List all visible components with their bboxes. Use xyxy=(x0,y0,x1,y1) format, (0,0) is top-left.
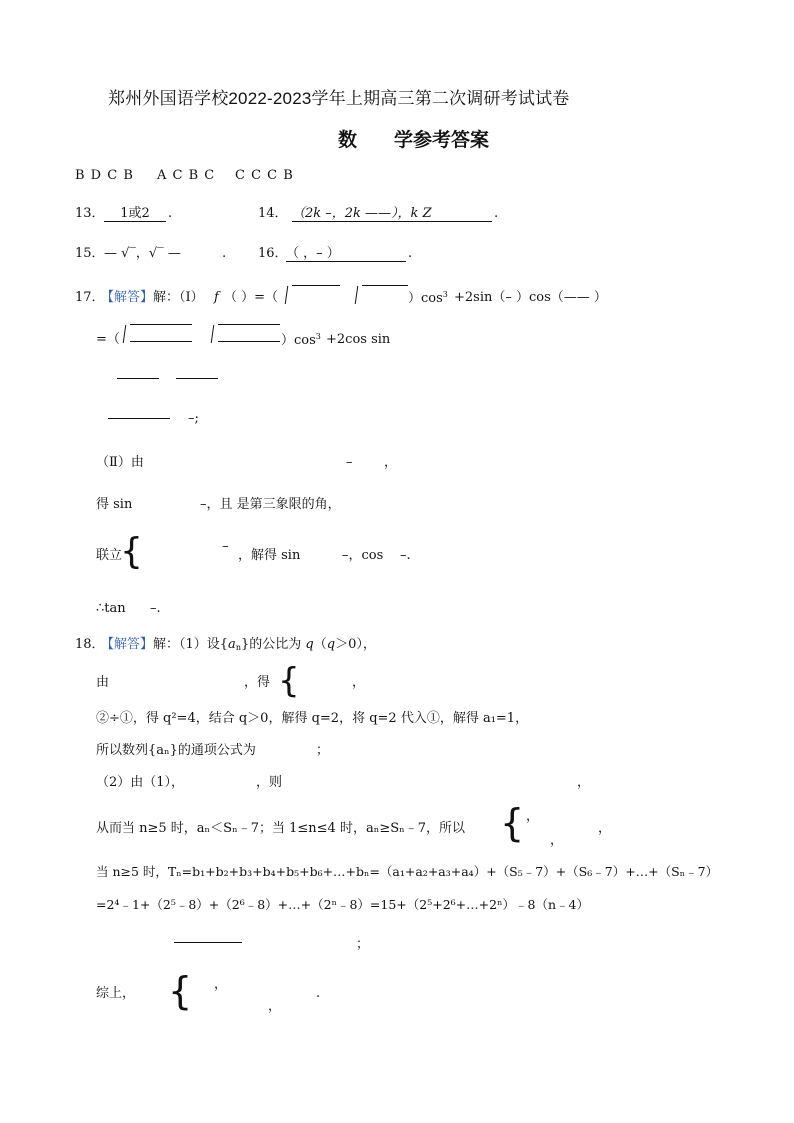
q18-system-brace-1: { xyxy=(278,661,300,701)
q18-line10-end: . xyxy=(316,986,321,1001)
q16-number: 16． xyxy=(258,246,288,261)
q17-part2-c: ， xyxy=(384,455,398,470)
q17-line1-c: ）$\cos^3$ xyxy=(408,290,448,306)
q17-fraction-bar-3 xyxy=(117,378,159,379)
q17-part4-d: –，cos xyxy=(342,548,384,563)
q17-part4-e: –. xyxy=(400,548,411,563)
q17-fraction-bar-2 xyxy=(218,341,280,342)
q18-line1: 解：（1）设$\{a_n\}$的公比为 q（q＞0）， xyxy=(153,637,376,652)
q18-line10-b: ， xyxy=(214,977,228,992)
q17-fraction-bar-4 xyxy=(176,378,218,379)
q15-number: 15． xyxy=(75,246,105,261)
q17-part3-a: 得 sin xyxy=(96,497,133,512)
q17-fraction-bar-1 xyxy=(130,341,192,342)
subtitle-part-1: 数 xyxy=(338,129,358,151)
q17-sqrt-2 xyxy=(362,285,408,286)
q17-part2-a: （Ⅱ）由 xyxy=(96,455,144,470)
q14-end: . xyxy=(494,206,499,221)
q14-answer: （2k –，2k ——），k Z xyxy=(292,207,492,222)
q17-system-brace: { xyxy=(120,531,143,572)
q18-line2-c: ， xyxy=(352,675,366,690)
q18-number: 18． xyxy=(75,637,105,652)
q16-answer: （ ，– ） xyxy=(286,247,406,262)
q17-part5-b: –. xyxy=(150,601,161,616)
q18-line10-c: ， xyxy=(268,999,282,1014)
q17-number: 17． xyxy=(75,290,105,305)
q14-number: 14． xyxy=(258,206,288,221)
q16-end: . xyxy=(408,246,413,261)
q17-line2-c: +2cos sin xyxy=(326,332,391,347)
q18-line2-b: ，得 xyxy=(244,675,271,690)
q17-part4-b: – xyxy=(222,539,229,554)
q18-line6-brace-a: ， xyxy=(526,809,540,824)
q17-line2-b: ）$\cos^3$ xyxy=(281,332,321,348)
subtitle-part-2: 学参考答案 xyxy=(394,129,490,151)
q17-sqrt-4 xyxy=(218,324,280,325)
q17-part2-b: – xyxy=(346,455,353,470)
q17-line4-end: –; xyxy=(188,411,199,426)
q18-line7: 当 n≥5 时，Tₙ=b₁+b₂+b₃+b₄+b₅+b₆+…+bₙ=（a₁+a₂+a₃+a₄）+（S₅﹣7）+（S₆﹣7）+…+（Sₙ﹣7） xyxy=(96,864,719,879)
q17-part3-b: –，且 是第三象限的角， xyxy=(200,497,341,512)
q17-line2-a: =（ xyxy=(96,332,120,347)
q18-fraction-bar xyxy=(174,942,242,943)
q18-piecewise-brace-1: { xyxy=(500,801,525,845)
q18-line9-end: ； xyxy=(356,937,370,952)
q17-line1-d: +2sin（– ）cos（—— ） xyxy=(454,290,607,305)
q17-fraction-bar-5 xyxy=(108,418,170,419)
q18-line4-end: ； xyxy=(316,743,330,758)
q18-line5-b: ，则 xyxy=(256,775,283,790)
q15-answer: — √‾，√‾ — xyxy=(104,246,181,261)
document-title: 郑州外国语学校2022-2023学年上期高三第二次调研考试试卷 xyxy=(108,89,570,108)
q15-end: . xyxy=(222,246,227,261)
q17-part4-c: ，解得 sin xyxy=(238,548,301,563)
q17-part5-a: ∴tan xyxy=(96,601,126,616)
choice-answers-group-3: C C C B xyxy=(235,168,294,183)
choice-answers-group-2: A C B C xyxy=(157,168,216,183)
q18-line8: =2⁴﹣1+（2⁵﹣8）+（2⁶﹣8）+…+（2ⁿ﹣8）=15+（2⁵+2⁶+…+2ⁿ）﹣8（n﹣4） xyxy=(96,897,589,912)
q18-line6-end: ， xyxy=(598,821,612,836)
q17-sqrt-1 xyxy=(292,285,340,286)
q13-number: 13． xyxy=(75,206,105,221)
q18-line6-brace-b: ， xyxy=(550,833,564,848)
q18-line6: 从而当 n≥5 时，aₙ＜Sₙ﹣7；当 1≤n≤4 时，aₙ≥Sₙ﹣7，所以 xyxy=(96,821,466,836)
q17-sqrt-3 xyxy=(130,324,192,325)
q18-line4: 所以数列{aₙ}的通项公式为 xyxy=(96,743,256,758)
q13-answer: 1或2 xyxy=(104,207,166,222)
q17-solution-tag: 【解答】 xyxy=(101,290,154,305)
q13-end: . xyxy=(168,206,173,221)
choice-answers-group-1: B D C B xyxy=(75,168,134,183)
q18-line3: ②÷①，得 q²=4，结合 q＞0，解得 q=2，将 q=2 代入①，解得 a₁=1， xyxy=(96,711,529,726)
q17-part4-a: 联立 xyxy=(96,548,123,563)
q18-line10-a: 综上， xyxy=(96,986,136,1001)
q18-line5-c: ， xyxy=(577,775,591,790)
q17-line1-b: （ ）=（ xyxy=(224,290,279,305)
q18-line2-a: 由 xyxy=(96,675,110,690)
q17-line1-a: 解：（Ⅰ） xyxy=(153,290,204,305)
q17-line1-f: f xyxy=(214,290,219,305)
q18-solution-tag: 【解答】 xyxy=(101,637,154,652)
q18-piecewise-brace-2: { xyxy=(168,969,193,1013)
q18-line5-a: （2）由（1）， xyxy=(96,775,185,790)
